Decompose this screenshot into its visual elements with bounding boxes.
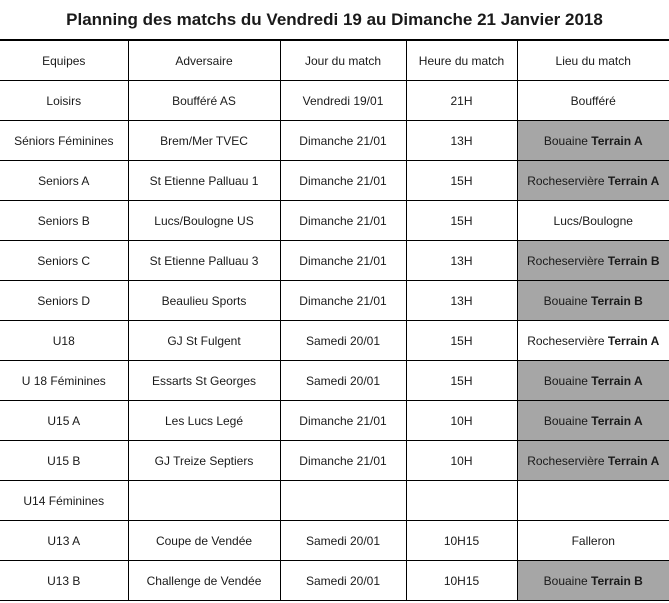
lieu-cell — [517, 161, 669, 201]
adversaire-cell — [128, 481, 280, 521]
lieu-cell — [517, 521, 669, 561]
equipe-cell: Seniors A — [0, 161, 128, 201]
table-row — [0, 561, 669, 601]
header-equipes: Equipes — [0, 41, 128, 81]
adversaire-cell: Beaulieu Sports — [128, 281, 280, 321]
table-row — [0, 81, 669, 121]
table-row — [0, 121, 669, 161]
adversaire-cell: Lucs/Boulogne US — [128, 201, 280, 241]
table-row — [0, 281, 669, 321]
lieu-cell — [517, 481, 669, 521]
heure-cell: 15H — [406, 361, 517, 401]
lieu-name: Bouaine — [543, 293, 588, 308]
lieu-name: Bouaine — [543, 413, 588, 428]
lieu-cell — [517, 361, 669, 401]
lieu-name: Boufféré — [570, 93, 616, 108]
equipe-cell: U13 B — [0, 561, 128, 601]
lieu-name: Rocheservière — [527, 333, 605, 348]
jour-cell: Dimanche 21/01 — [280, 281, 406, 321]
lieu-cell — [517, 241, 669, 281]
jour-cell — [280, 481, 406, 521]
equipe-cell: U14 Féminines — [0, 481, 128, 521]
jour-cell: Dimanche 21/01 — [280, 241, 406, 281]
header-row — [0, 41, 669, 81]
adversaire-cell: Coupe de Vendée — [128, 521, 280, 561]
adversaire-cell: GJ St Fulgent — [128, 321, 280, 361]
lieu-name: Bouaine — [543, 373, 588, 388]
table-row — [0, 521, 669, 561]
lieu-name: Rocheservière — [527, 173, 605, 188]
adversaire-cell: Boufféré AS — [128, 81, 280, 121]
lieu-name: Rocheservière — [527, 453, 605, 468]
terrain-label: Terrain A — [591, 413, 643, 428]
header-heure: Heure du match — [406, 41, 517, 81]
heure-cell: 10H15 — [406, 521, 517, 561]
equipe-cell: U18 — [0, 321, 128, 361]
lieu-cell — [517, 401, 669, 441]
equipe-cell: U 18 Féminines — [0, 361, 128, 401]
jour-cell: Samedi 20/01 — [280, 361, 406, 401]
heure-cell — [406, 481, 517, 521]
jour-cell: Dimanche 21/01 — [280, 161, 406, 201]
terrain-label: Terrain A — [607, 333, 660, 348]
adversaire-cell: Les Lucs Legé — [128, 401, 280, 441]
table-row — [0, 321, 669, 361]
heure-cell: 21H — [406, 81, 517, 121]
lieu-cell — [517, 321, 669, 361]
lieu-cell — [517, 81, 669, 121]
equipe-cell: Seniors B — [0, 201, 128, 241]
page-title: Planning des matchs du Vendredi 19 au Dimanche 21 Janvier 2018 — [0, 0, 669, 40]
adversaire-cell: GJ Treize Septiers — [128, 441, 280, 481]
lieu-name: Lucs/Boulogne — [553, 213, 633, 228]
equipe-cell: Loisirs — [0, 81, 128, 121]
jour-cell: Vendredi 19/01 — [280, 81, 406, 121]
jour-cell: Samedi 20/01 — [280, 561, 406, 601]
heure-cell: 10H15 — [406, 561, 517, 601]
equipe-cell: Séniors Féminines — [0, 121, 128, 161]
terrain-label: Terrain B — [591, 293, 643, 308]
table-row — [0, 361, 669, 401]
terrain-label: Terrain A — [607, 453, 660, 468]
header-jour: Jour du match — [280, 41, 406, 81]
table-row — [0, 241, 669, 281]
heure-cell: 15H — [406, 201, 517, 241]
heure-cell: 10H — [406, 441, 517, 481]
equipe-cell: U15 A — [0, 401, 128, 441]
jour-cell: Dimanche 21/01 — [280, 201, 406, 241]
table-row — [0, 201, 669, 241]
lieu-cell — [517, 121, 669, 161]
table-row — [0, 481, 669, 521]
match-schedule-table — [0, 40, 669, 601]
lieu-name: Bouaine — [543, 133, 588, 148]
jour-cell: Dimanche 21/01 — [280, 401, 406, 441]
lieu-cell — [517, 561, 669, 601]
jour-cell: Samedi 20/01 — [280, 521, 406, 561]
equipe-cell: Seniors D — [0, 281, 128, 321]
adversaire-cell: St Etienne Palluau 1 — [128, 161, 280, 201]
table-row — [0, 441, 669, 481]
terrain-label: Terrain A — [591, 133, 643, 148]
heure-cell: 15H — [406, 321, 517, 361]
heure-cell: 13H — [406, 281, 517, 321]
terrain-label: Terrain A — [607, 173, 660, 188]
equipe-cell: U15 B — [0, 441, 128, 481]
adversaire-cell: Brem/Mer TVEC — [128, 121, 280, 161]
terrain-label: Terrain A — [591, 373, 643, 388]
adversaire-cell: St Etienne Palluau 3 — [128, 241, 280, 281]
terrain-label: Terrain B — [607, 253, 660, 268]
lieu-name: Bouaine — [543, 573, 588, 588]
jour-cell: Dimanche 21/01 — [280, 441, 406, 481]
jour-cell: Dimanche 21/01 — [280, 121, 406, 161]
lieu-name: Falleron — [571, 533, 615, 548]
adversaire-cell: Challenge de Vendée — [128, 561, 280, 601]
terrain-label: Terrain B — [591, 573, 643, 588]
table-row — [0, 401, 669, 441]
header-adversaire: Adversaire — [128, 41, 280, 81]
header-lieu: Lieu du match — [517, 41, 669, 81]
lieu-name: Rocheservière — [526, 253, 605, 268]
jour-cell: Samedi 20/01 — [280, 321, 406, 361]
table-row — [0, 161, 669, 201]
heure-cell: 13H — [406, 241, 517, 281]
heure-cell: 13H — [406, 121, 517, 161]
heure-cell: 15H — [406, 161, 517, 201]
adversaire-cell: Essarts St Georges — [128, 361, 280, 401]
heure-cell: 10H — [406, 401, 517, 441]
equipe-cell: U13 A — [0, 521, 128, 561]
lieu-cell — [517, 441, 669, 481]
lieu-cell — [517, 201, 669, 241]
lieu-cell — [517, 281, 669, 321]
equipe-cell: Seniors C — [0, 241, 128, 281]
